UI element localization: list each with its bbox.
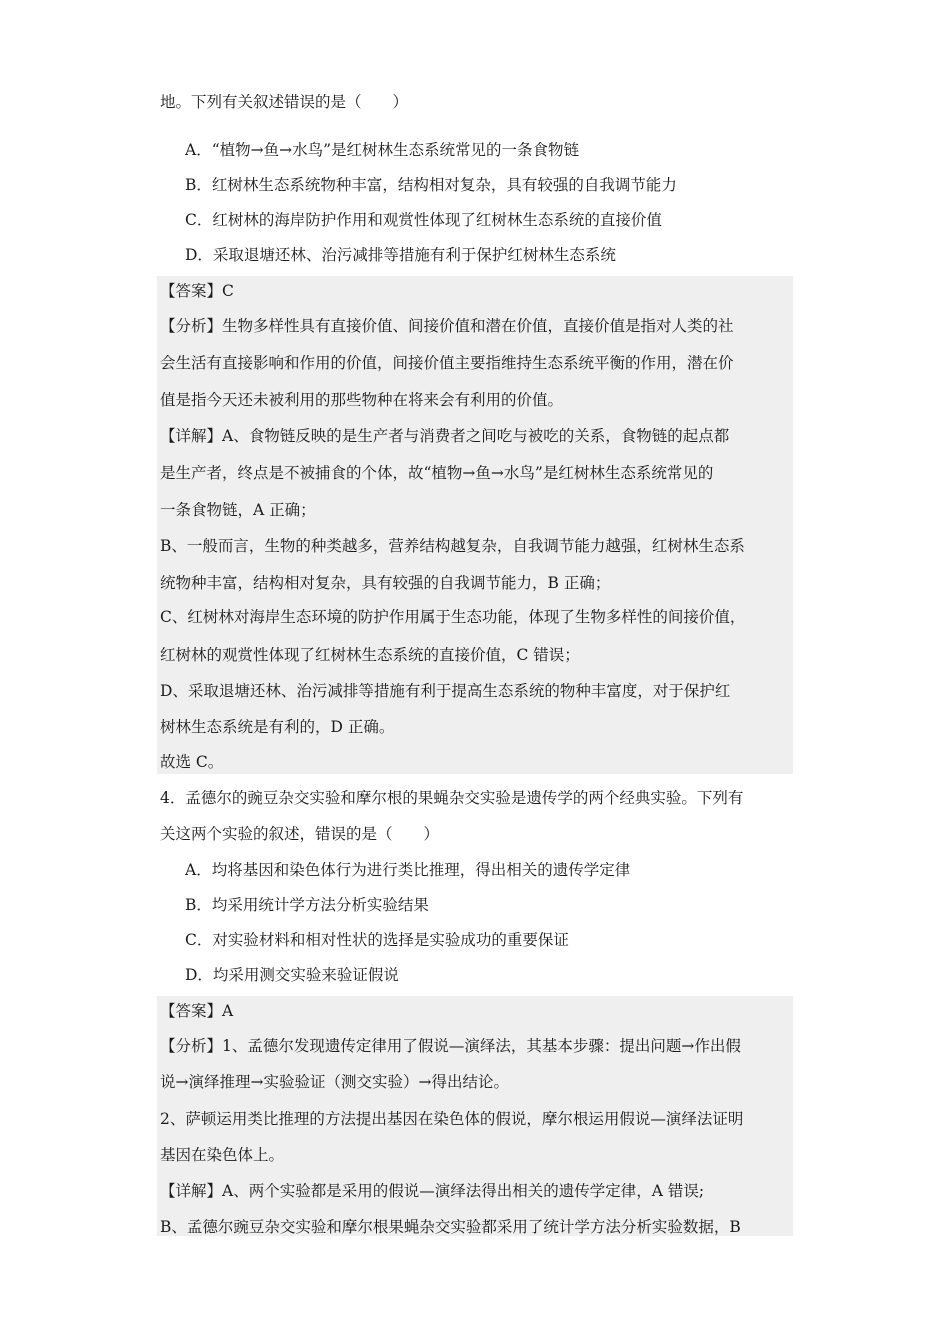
q4-stem-line: 关这两个实验的叙述，错误的是（ ） [160, 825, 440, 843]
q3-detail-line: 【详解】A、食物链反映的是生产者与消费者之间吃与被吃的关系，食物链的起点都 [160, 427, 730, 445]
q3-option-a: A．“植物→鱼→水鸟”是红树林生态系统常见的一条食物链 [185, 141, 580, 159]
q3-detail-line: 树林生态系统是有利的，D 正确。 [160, 718, 395, 736]
q3-stem [160, 92, 792, 112]
q3-detail-line: B、一般而言，生物的种类越多，营养结构越复杂，自我调节能力越强，红树林生态系 [160, 537, 745, 555]
q4-stem-line: 4．孟德尔的豌豆杂交实验和摩尔根的果蝇杂交实验是遗传学的两个经典实验。下列有 [160, 789, 744, 807]
q3-detail-line: C、红树林对海岸生态环境的防护作用属于生态功能，体现了生物多样性的间接价值， [160, 608, 746, 626]
q3-detail-line: 一条食物链，A 正确； [160, 501, 316, 519]
q3-analysis-line: 【分析】生物多样性具有直接价值、间接价值和潜在价值，直接价值是指对人类的社 [160, 317, 734, 335]
q3-detail-line: 是生产者，终点是不被捕食的个体，故“植物→鱼→水鸟”是红树林生态系统常见的 [160, 464, 714, 482]
q4-detail-line: 【详解】A、两个实验都是采用的假说—演绎法得出相关的遗传学定律，A 错误; [160, 1182, 705, 1200]
q3-detail-line: D、采取退塘还林、治污减排等措施有利于提高生态系统的物种丰富度，对于保护红 [160, 682, 731, 700]
q3-detail-line: 统物种丰富，结构相对复杂，具有较强的自我调节能力，B 正确； [160, 574, 611, 592]
q3-option-b: B．红树林生态系统物种丰富，结构相对复杂，具有较强的自我调节能力 [185, 176, 677, 194]
q4-option-b: B．均采用统计学方法分析实验结果 [185, 896, 429, 914]
q4-option-d: D．均采用测交实验来验证假说 [185, 966, 399, 984]
q3-option-d: D．采取退塘还林、治污减排等措施有利于保护红树林生态系统 [185, 246, 616, 264]
q3-analysis-line: 会生活有直接影响和作用的价值，间接价值主要指维持生态系统平衡的作用，潜在价 [160, 354, 734, 372]
q4-option-a: A．均将基因和染色体行为进行类比推理，得出相关的遗传学定律 [185, 861, 631, 879]
emphasis-char: 误 [299, 93, 316, 111]
q3-stem-text: 的是（ ） [315, 93, 409, 111]
q3-conclusion: 故选 C。 [160, 753, 224, 771]
q4-analysis-line: 2、萨顿运用类比推理的方法提出基因在染色体的假说，摩尔根运用假说—演绎法证明 [160, 1110, 744, 1128]
q3-option-c: C．红树林的海岸防护作用和观赏性体现了红树林生态系统的直接价值 [185, 211, 662, 229]
q3-stem-text: 地。下列有关叙述 [160, 93, 285, 111]
q4-option-c: C．对实验材料和相对性状的选择是实验成功的重要保证 [185, 931, 569, 949]
q4-analysis-line: 说→演绎推理→实验验证（测交实验）→得出结论。 [160, 1073, 509, 1091]
emphasis-char: 错 [284, 93, 300, 111]
q4-analysis-line: 【分析】1、孟德尔发现遗传定律用了假说—演绎法，其基本步骤：提出问题→作出假 [160, 1037, 741, 1055]
q3-analysis-line: 值是指今天还未被利用的那些物种在将来会有利用的价值。 [160, 391, 564, 409]
q4-answer: 【答案】A [160, 1002, 234, 1020]
q4-detail-line: B、孟德尔豌豆杂交实验和摩尔根果蝇杂交实验都采用了统计学方法分析实验数据，B [160, 1218, 741, 1236]
q4-analysis-line: 基因在染色体上。 [160, 1146, 285, 1164]
q3-answer: 【答案】C [160, 282, 234, 300]
q3-detail-line: 红树林的观赏性体现了红树林生态系统的直接价值，C 错误； [160, 646, 580, 664]
